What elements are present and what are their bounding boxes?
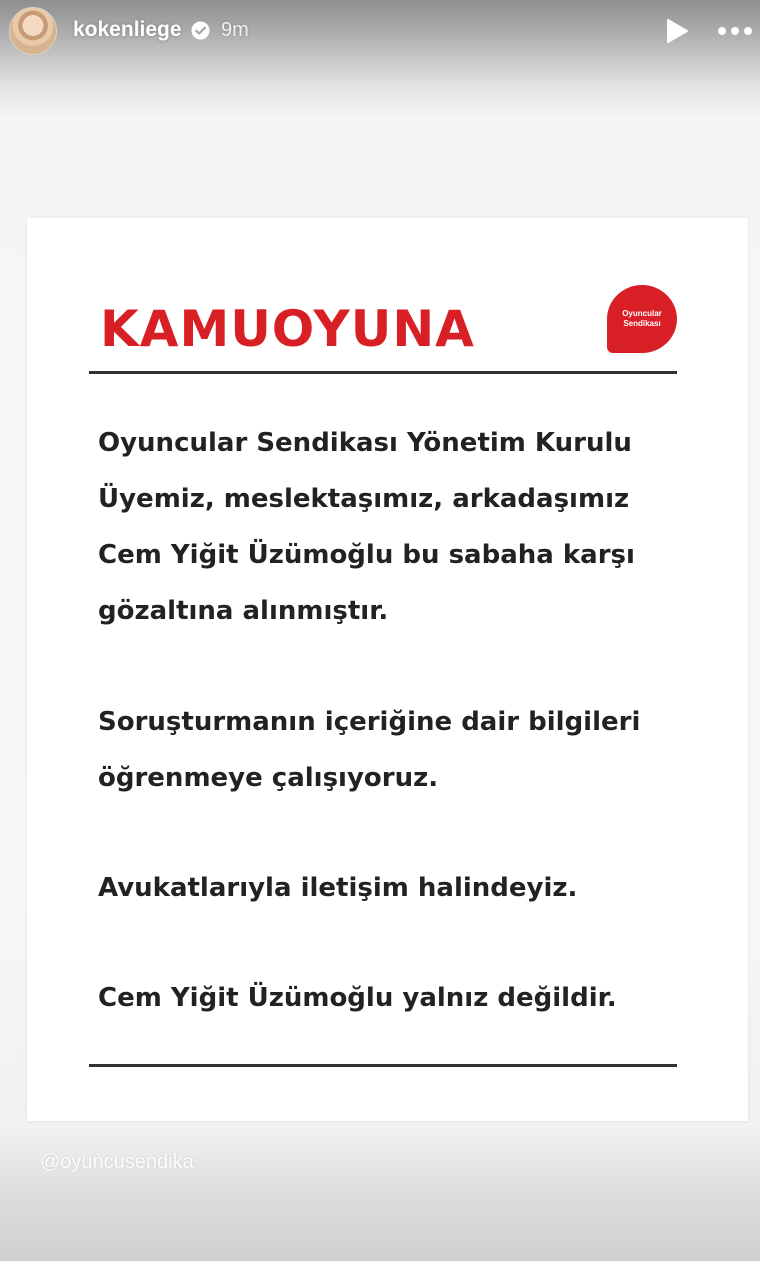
paragraph-4: Cem Yiğit Üzümoğlu yalnız değildir. (98, 983, 617, 1013)
announcement-title: KAMUOYUNA (100, 300, 475, 358)
post-time: 9m (221, 19, 249, 41)
verified-icon (191, 21, 210, 40)
more-icon[interactable] (717, 25, 753, 37)
mention-sticker[interactable]: @oyuncusendika (40, 1151, 194, 1173)
union-logo (607, 285, 677, 353)
divider-bottom (89, 1064, 677, 1067)
username[interactable]: kokenliege (73, 18, 182, 41)
paragraph-1: Oyuncular Sendikası Yönetim Kurulu Üyemiz, meslektaşımız, arkadaşımız Cem Yiğit Üzümoğlu bu sabaha karşı gözaltına alınmıştır. (98, 428, 635, 626)
logo-line-1: Oyuncular (622, 309, 662, 318)
story-header (0, 0, 760, 64)
play-icon[interactable] (665, 18, 689, 44)
announcement-card (27, 218, 748, 1121)
logo-line-2: Sendikası (623, 319, 661, 328)
divider-top (89, 371, 677, 374)
paragraph-2: Soruşturmanın içeriğine dair bilgileri öğrenmeye çalışıyoruz. (98, 707, 641, 793)
paragraph-3: Avukatlarıyla iletişim halindeyiz. (98, 873, 578, 903)
avatar[interactable] (9, 7, 57, 55)
